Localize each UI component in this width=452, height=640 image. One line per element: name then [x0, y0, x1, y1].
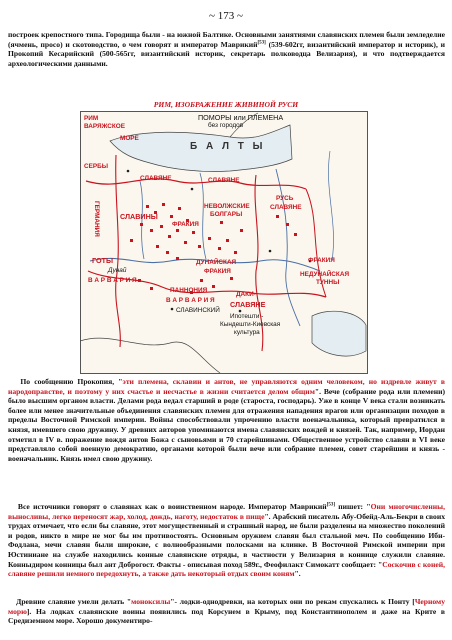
- map-label-balty: Б А Л Т Ы: [190, 141, 266, 152]
- map-label-serby: СЕРБЫ: [84, 163, 108, 170]
- monoxyla-word: моноксилы: [131, 597, 171, 606]
- map-label-pannoniya: ПАННОНИЯ: [170, 287, 208, 294]
- map-label-goty: ГОТЫ: [92, 256, 113, 265]
- map-label-nedunayskaya: НЕДУНАЙСКАЯ: [300, 271, 350, 278]
- intro-text-b: (539-602гг, византийский император и историк), и Прокопий Кесарийский (500-565гг, византийский историк, секретарь полководца Велизария), и что подтверждается археологическими данными.: [8, 39, 446, 68]
- map-caption: РИМ, ИЗОБРАЖЕНИЕ ЖИВИНОЙ РУСИ: [153, 100, 299, 109]
- page-number: ~ 173 ~: [209, 10, 243, 22]
- paragraph-warriors: [8, 502, 445, 579]
- footnote-ref-2[interactable]: [53]: [326, 502, 335, 508]
- map-label-bolgary: БОЛГАРЫ: [210, 211, 243, 218]
- footnote-ref[interactable]: [53]: [257, 40, 266, 46]
- warriors-text-b: пишет: ": [335, 502, 371, 511]
- map-label-ipotesti-2: Кындешти-Киевская: [220, 321, 281, 328]
- maurice-quote: Они многочисленны, выносливы, легко переносят жар, холод, дождь, наготу, недостаток в пище: [8, 502, 445, 521]
- map-label-tunny: ТУННЫ: [316, 279, 340, 286]
- map-label-ipotesti-1: Ипотешти -: [230, 313, 264, 320]
- map-label-varvariya-2: В А Р В А Р И Я: [166, 297, 215, 304]
- intro-text-a: построек крепостного типа. Городища были - на южной Балтике. Основными занятиями славянских племен были земледелие (ячмень, просо) и скотоводство, о чем говорят и император Маврикий: [8, 30, 445, 49]
- map-label-pomory: ПОМОРЫ или ПЛЕМЕНА: [198, 113, 284, 122]
- boats-text-b: "- лодки-однодревки, на которых они по рекам спускались к Понту [: [170, 597, 415, 606]
- map-label-rus: РУСЬ: [276, 195, 294, 202]
- map-label-varyazhskoe: ВАРЯЖСКОЕ: [84, 123, 125, 130]
- map-label-nevolzhskie: НЕВОЛЖСКИЕ: [204, 203, 250, 210]
- warriors-text-c: ". Арабский писатель Абу-Обейд-Аль-Бекри в своих трудах отмечает, что если бы славяне, этот могущественный и страшный народ, не были разделены на множество поколений и родов, никто в мире не мог бы им противостоять. Основным оружием славян был стальной меч. По сообщению Ибн-Фодлана, мечи славян были широкие, с волнообразными полосками на клинке. В Восточной Римской империи при Юстиниане на службе находились конные славянские отряды, в частности у Велизария в коннице служили славяне. Конныдиром конницы был ант Доброгост. Факты - описывая поход 589г., Феофилакт Симокатт сообщает: ": [8, 511, 445, 569]
- theophylact-quote: Соскочив с коней, славяне решили немного передохнуть, а также дать некоторый отдых своим коням: [8, 559, 445, 579]
- historical-map: [80, 111, 368, 374]
- boats-text-a: Древние славяне умели делать ": [16, 597, 132, 606]
- map-label-frakiya-3: ФРАКИЯ: [308, 257, 335, 264]
- map-label-more: МОРЕ: [120, 135, 139, 142]
- paragraph-boats: [8, 597, 445, 626]
- map-label-dunayskaya: ДУНАЙСКАЯ: [196, 259, 237, 266]
- map-label-germaniya: ГЕРМАНИЯ: [93, 201, 100, 237]
- map-label-slavyane-3: СЛАВЯНЕ: [230, 300, 266, 309]
- map-label-ipotesti-3: культура: [234, 329, 260, 336]
- warriors-text-d: ".: [294, 569, 301, 579]
- map-label-varvariya-1: В А Р В А Р И Я: [88, 277, 137, 284]
- warriors-text-a: Все источники говорят о славянах как о воинственном народе. Император Маврикий: [17, 502, 327, 511]
- procopius-quote: эти племена, склавин и антов, не управляются одним человеком, но издревле живут в народоправстве, и поэтому у них счастье и несчастье в жизни считается делом общим: [8, 377, 445, 396]
- map-label-slavyane-rus: СЛАВЯНЕ: [270, 204, 302, 211]
- map-label-daki: ДАКИ-: [236, 291, 256, 298]
- boats-text-c: ]. На лодках славянские воины появились под Корсунем в Крыму, под Константинополем и даже на Крите в Средиземном море. Хорошо документиро-: [8, 606, 445, 626]
- map-label-slavyane-2: СЛАВЯНЕ: [208, 177, 240, 184]
- paragraph-procopius: [8, 377, 445, 463]
- map-label-frakiya-1: ФРАКИЯ: [204, 268, 231, 275]
- black-sea-link[interactable]: Черному морю: [8, 597, 445, 616]
- map-label-frakiya-2: ФРАКИЯ: [172, 221, 199, 228]
- map-label-dunay: Дунай: [108, 267, 127, 274]
- map-label-slavyane-1: СЛАВЯНЕ: [140, 175, 172, 182]
- map-label-bez-gorodov: без городов: [208, 122, 244, 129]
- procopius-text-a: По сообщению Прокопия, ": [20, 377, 123, 386]
- procopius-text-b: ". Вече (собрание рода или племени) было высшим органом власти. Делами рода ведал старший в роде (староста, господарь). Уже в конце V века стали возникать более или менее значительные объединения славянских племен для отражения нападения врагов или организации походов в пределы Восточной Римской империи. Войны способствовали упрочению власти военачальника, который превратился в князя, имевшего свою дружину. У древних авторов упоминаются имена славянских вождей и князей. Так, например, Иордан отметил в IV в. поражение вождя антов Божа с сыновьями и 70 старейшинами. Общественное устройство славян в VI веке представляло собой военную демократию, органами которой были вече или собрание племен, совет старейшин и князь - военачальник. Князь имел свою дружину.: [8, 386, 446, 463]
- map-label-rim: РИМ: [84, 115, 99, 122]
- map-label-slaviny: СЛАВИНЫ: [120, 212, 158, 221]
- map-label-slavinskiy: СЛАВИНСКИЙ: [176, 307, 220, 314]
- paragraph-intro: [8, 30, 445, 68]
